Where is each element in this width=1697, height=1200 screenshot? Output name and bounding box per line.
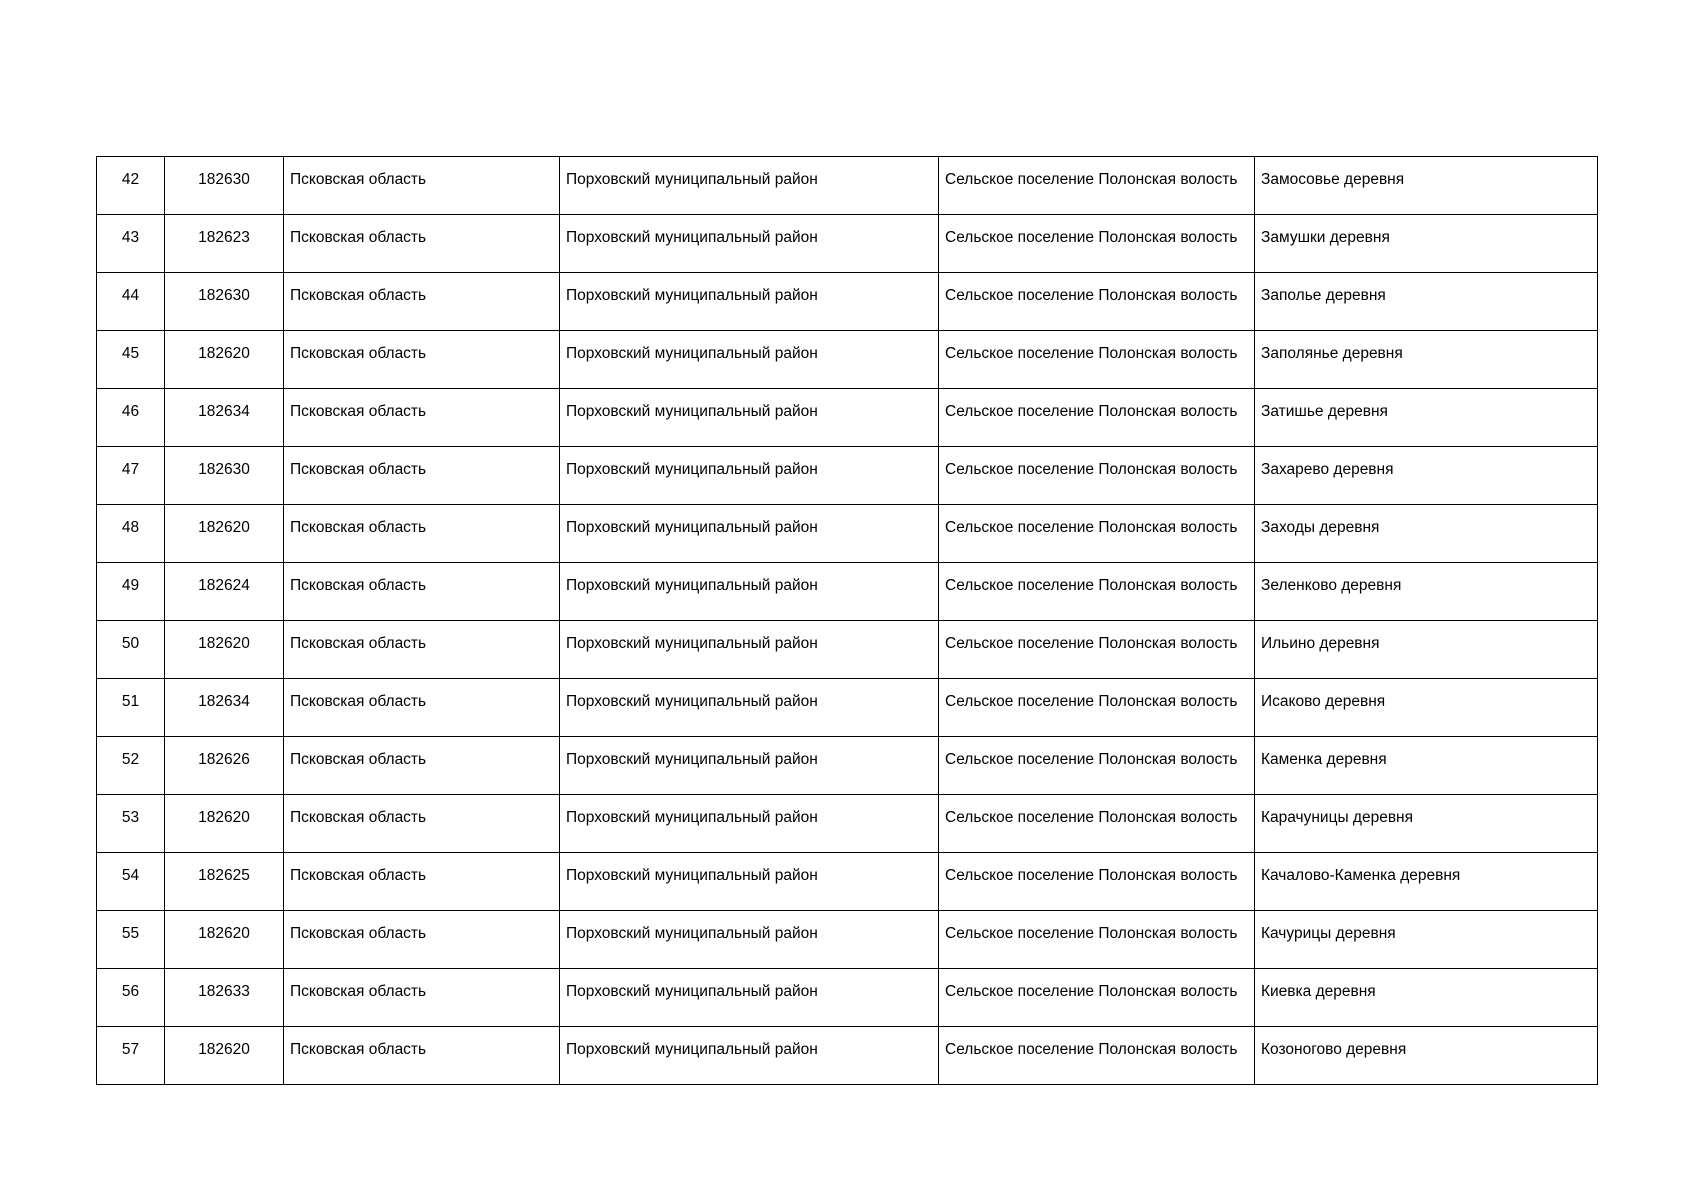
settlement-cell: Сельское поселение Полонская волость — [939, 621, 1255, 679]
postal-index-cell: 182634 — [165, 389, 284, 447]
locality-cell: Качалово-Каменка деревня — [1255, 853, 1598, 911]
postal-index-cell: 182625 — [165, 853, 284, 911]
district-cell: Порховский муниципальный район — [560, 969, 939, 1027]
region-cell: Псковская область — [284, 331, 560, 389]
locality-cell: Заполье деревня — [1255, 273, 1598, 331]
row-number-cell: 49 — [97, 563, 165, 621]
table-row — [97, 1027, 1598, 1085]
locality-cell: Заходы деревня — [1255, 505, 1598, 563]
locality-cell: Ильино деревня — [1255, 621, 1598, 679]
district-cell: Порховский муниципальный район — [560, 215, 939, 273]
district-cell: Порховский муниципальный район — [560, 389, 939, 447]
table-row — [97, 679, 1598, 737]
postal-index-cell: 182623 — [165, 215, 284, 273]
region-cell: Псковская область — [284, 389, 560, 447]
region-cell: Псковская область — [284, 505, 560, 563]
table-body — [97, 157, 1598, 1085]
settlement-cell: Сельское поселение Полонская волость — [939, 157, 1255, 215]
table-row — [97, 389, 1598, 447]
row-number-cell: 52 — [97, 737, 165, 795]
district-cell: Порховский муниципальный район — [560, 157, 939, 215]
locality-cell: Качурицы деревня — [1255, 911, 1598, 969]
district-cell: Порховский муниципальный район — [560, 331, 939, 389]
table-row — [97, 853, 1598, 911]
district-cell: Порховский муниципальный район — [560, 853, 939, 911]
settlement-cell: Сельское поселение Полонская волость — [939, 447, 1255, 505]
locality-cell: Затишье деревня — [1255, 389, 1598, 447]
district-cell: Порховский муниципальный район — [560, 1027, 939, 1085]
settlement-cell: Сельское поселение Полонская волость — [939, 215, 1255, 273]
row-number-cell: 57 — [97, 1027, 165, 1085]
postal-index-cell: 182630 — [165, 157, 284, 215]
region-cell: Псковская область — [284, 969, 560, 1027]
district-cell: Порховский муниципальный район — [560, 447, 939, 505]
table-row — [97, 621, 1598, 679]
locality-cell: Киевка деревня — [1255, 969, 1598, 1027]
postal-index-cell: 182620 — [165, 505, 284, 563]
locality-cell: Каменка деревня — [1255, 737, 1598, 795]
row-number-cell: 42 — [97, 157, 165, 215]
district-cell: Порховский муниципальный район — [560, 505, 939, 563]
table-row — [97, 563, 1598, 621]
table-row — [97, 737, 1598, 795]
region-cell: Псковская область — [284, 795, 560, 853]
settlement-cell: Сельское поселение Полонская волость — [939, 563, 1255, 621]
row-number-cell: 46 — [97, 389, 165, 447]
region-cell: Псковская область — [284, 1027, 560, 1085]
settlement-cell: Сельское поселение Полонская волость — [939, 679, 1255, 737]
row-number-cell: 43 — [97, 215, 165, 273]
row-number-cell: 50 — [97, 621, 165, 679]
row-number-cell: 45 — [97, 331, 165, 389]
locality-cell: Карачуницы деревня — [1255, 795, 1598, 853]
table-row — [97, 447, 1598, 505]
settlement-cell: Сельское поселение Полонская волость — [939, 389, 1255, 447]
district-cell: Порховский муниципальный район — [560, 679, 939, 737]
locality-cell: Захарево деревня — [1255, 447, 1598, 505]
region-cell: Псковская область — [284, 157, 560, 215]
region-cell: Псковская область — [284, 679, 560, 737]
district-cell: Порховский муниципальный район — [560, 911, 939, 969]
settlement-cell: Сельское поселение Полонская волость — [939, 1027, 1255, 1085]
district-cell: Порховский муниципальный район — [560, 273, 939, 331]
postal-index-cell: 182626 — [165, 737, 284, 795]
row-number-cell: 47 — [97, 447, 165, 505]
region-cell: Псковская область — [284, 737, 560, 795]
settlement-cell: Сельское поселение Полонская волость — [939, 737, 1255, 795]
postal-index-cell: 182620 — [165, 911, 284, 969]
district-cell: Порховский муниципальный район — [560, 795, 939, 853]
postal-index-cell: 182633 — [165, 969, 284, 1027]
postal-index-cell: 182624 — [165, 563, 284, 621]
table-row — [97, 331, 1598, 389]
postal-index-cell: 182620 — [165, 331, 284, 389]
table-row — [97, 157, 1598, 215]
settlement-cell: Сельское поселение Полонская волость — [939, 969, 1255, 1027]
locality-cell: Заполянье деревня — [1255, 331, 1598, 389]
region-cell: Псковская область — [284, 621, 560, 679]
postal-index-cell: 182620 — [165, 795, 284, 853]
locality-cell: Козоногово деревня — [1255, 1027, 1598, 1085]
settlement-cell: Сельское поселение Полонская волость — [939, 911, 1255, 969]
locality-cell: Замушки деревня — [1255, 215, 1598, 273]
district-cell: Порховский муниципальный район — [560, 737, 939, 795]
row-number-cell: 51 — [97, 679, 165, 737]
postal-index-cell: 182620 — [165, 621, 284, 679]
postal-index-cell: 182630 — [165, 447, 284, 505]
row-number-cell: 44 — [97, 273, 165, 331]
settlement-cell: Сельское поселение Полонская волость — [939, 795, 1255, 853]
region-cell: Псковская область — [284, 215, 560, 273]
settlement-cell: Сельское поселение Полонская волость — [939, 505, 1255, 563]
table-row — [97, 969, 1598, 1027]
table-row — [97, 795, 1598, 853]
district-cell: Порховский муниципальный район — [560, 621, 939, 679]
settlement-cell: Сельское поселение Полонская волость — [939, 273, 1255, 331]
row-number-cell: 54 — [97, 853, 165, 911]
table-row — [97, 505, 1598, 563]
table-row — [97, 215, 1598, 273]
postal-index-cell: 182634 — [165, 679, 284, 737]
row-number-cell: 56 — [97, 969, 165, 1027]
settlement-cell: Сельское поселение Полонская волость — [939, 853, 1255, 911]
region-cell: Псковская область — [284, 273, 560, 331]
table-row — [97, 273, 1598, 331]
settlement-cell: Сельское поселение Полонская волость — [939, 331, 1255, 389]
district-cell: Порховский муниципальный район — [560, 563, 939, 621]
locality-cell: Замосовье деревня — [1255, 157, 1598, 215]
region-cell: Псковская область — [284, 447, 560, 505]
row-number-cell: 53 — [97, 795, 165, 853]
row-number-cell: 48 — [97, 505, 165, 563]
locality-cell: Зеленково деревня — [1255, 563, 1598, 621]
row-number-cell: 55 — [97, 911, 165, 969]
postal-index-cell: 182630 — [165, 273, 284, 331]
settlements-table — [96, 156, 1598, 1085]
locality-cell: Исаково деревня — [1255, 679, 1598, 737]
postal-index-cell: 182620 — [165, 1027, 284, 1085]
region-cell: Псковская область — [284, 911, 560, 969]
region-cell: Псковская область — [284, 563, 560, 621]
table-row — [97, 911, 1598, 969]
region-cell: Псковская область — [284, 853, 560, 911]
